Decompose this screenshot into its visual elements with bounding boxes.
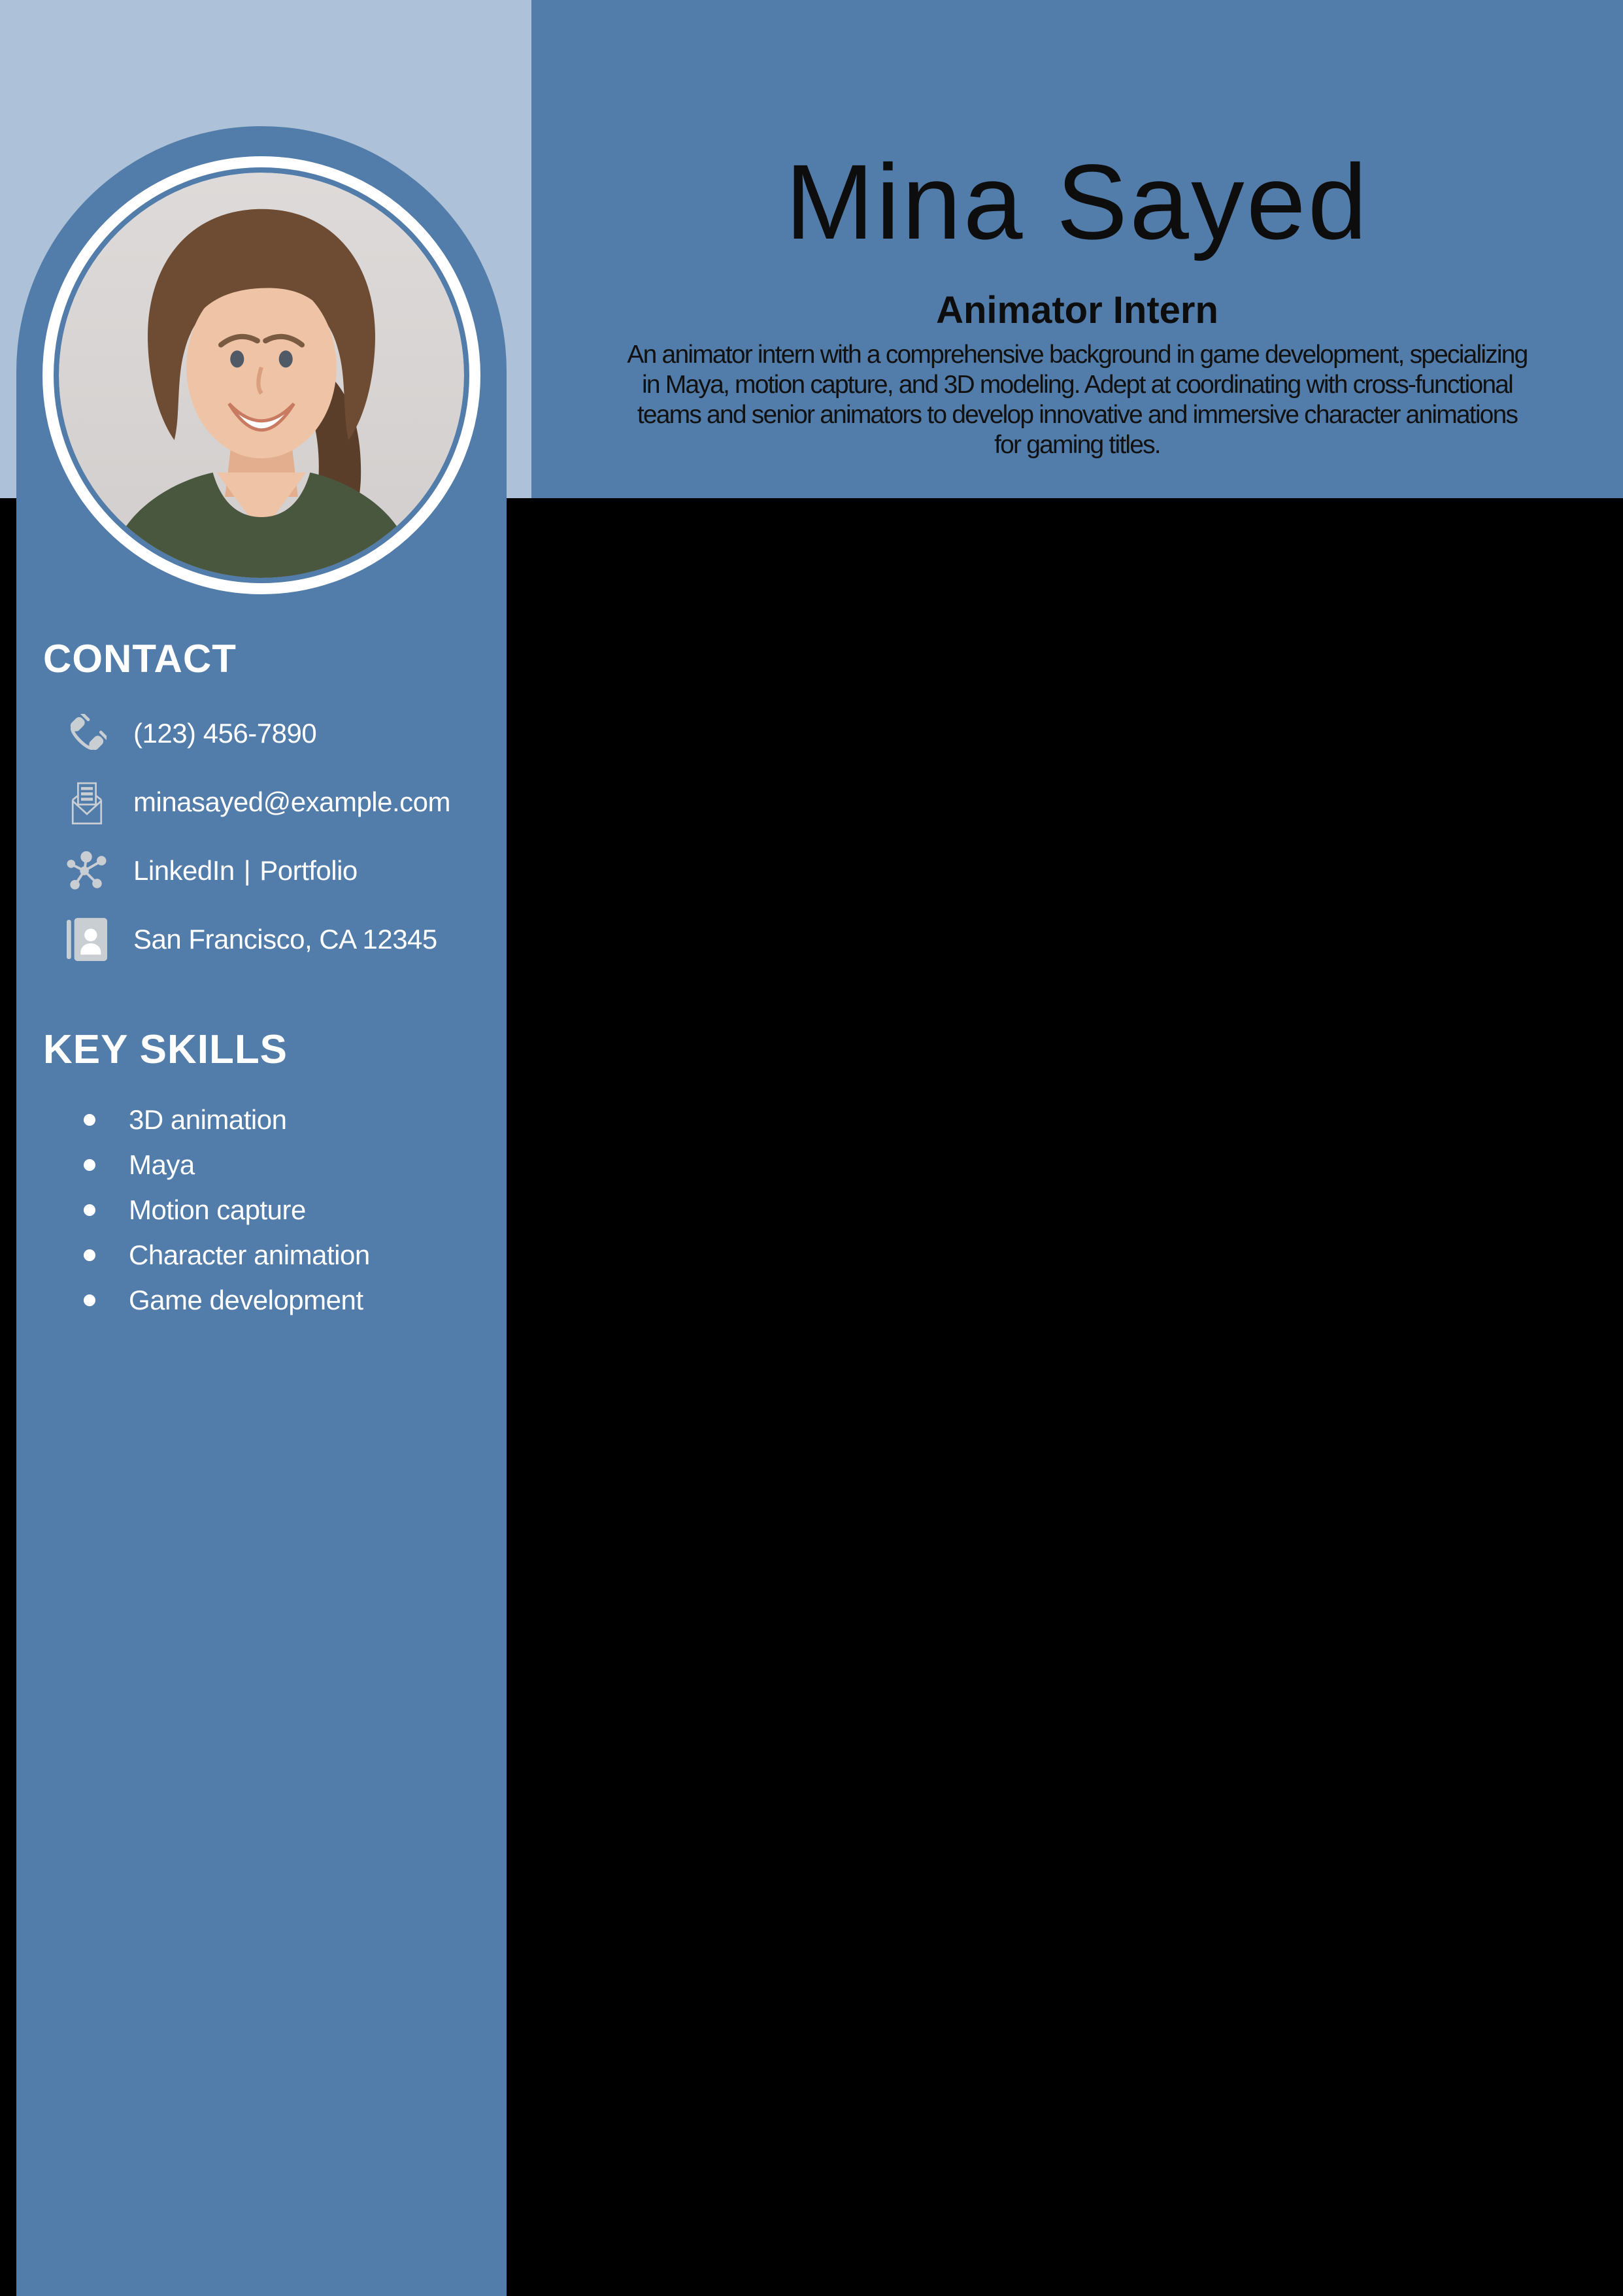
contact-row-location: [65, 917, 450, 962]
skill-item: Motion capture: [84, 1187, 370, 1232]
summary-text: [584, 340, 1571, 460]
skills-heading: KEY SKILLS: [43, 1027, 288, 1072]
summary-line: for gaming titles.: [994, 431, 1160, 459]
contact-card-icon: [65, 917, 109, 962]
contact-row-links: [65, 848, 450, 894]
link-separator: |: [243, 855, 251, 886]
linkedin-link[interactable]: LinkedIn: [133, 855, 235, 886]
skills-list: [84, 1097, 370, 1323]
portfolio-link[interactable]: Portfolio: [259, 855, 358, 886]
profile-photo: [59, 173, 464, 578]
email-address[interactable]: minasayed@example.com: [133, 786, 451, 817]
summary-line: in Maya, motion capture, and 3D modeling. Adept at coordinating with cross-functional: [642, 371, 1513, 399]
profile-photo-frame: [42, 156, 480, 594]
job-title: Animator Intern: [936, 289, 1218, 331]
contact-heading: CONTACT: [43, 637, 237, 681]
contact-row-email: [65, 779, 450, 825]
skill-item: Game development: [84, 1277, 370, 1323]
summary-line: An animator intern with a comprehensive background in game development, specializing: [627, 341, 1528, 369]
phone-number[interactable]: (123) 456-7890: [133, 718, 317, 749]
location-text: San Francisco, CA 12345: [133, 924, 437, 954]
summary-line: teams and senior animators to develop innovative and immersive character animations: [637, 401, 1518, 429]
skill-item: 3D animation: [84, 1097, 370, 1142]
network-icon: [65, 848, 109, 894]
email-icon: [65, 779, 109, 825]
page-title: Mina Sayed: [785, 142, 1369, 262]
skill-item: Maya: [84, 1142, 370, 1187]
contact-row-phone: [65, 711, 450, 756]
profile-links: [133, 855, 358, 886]
skill-item: Character animation: [84, 1232, 370, 1277]
contact-list: [65, 711, 450, 962]
phone-icon: [65, 711, 109, 756]
